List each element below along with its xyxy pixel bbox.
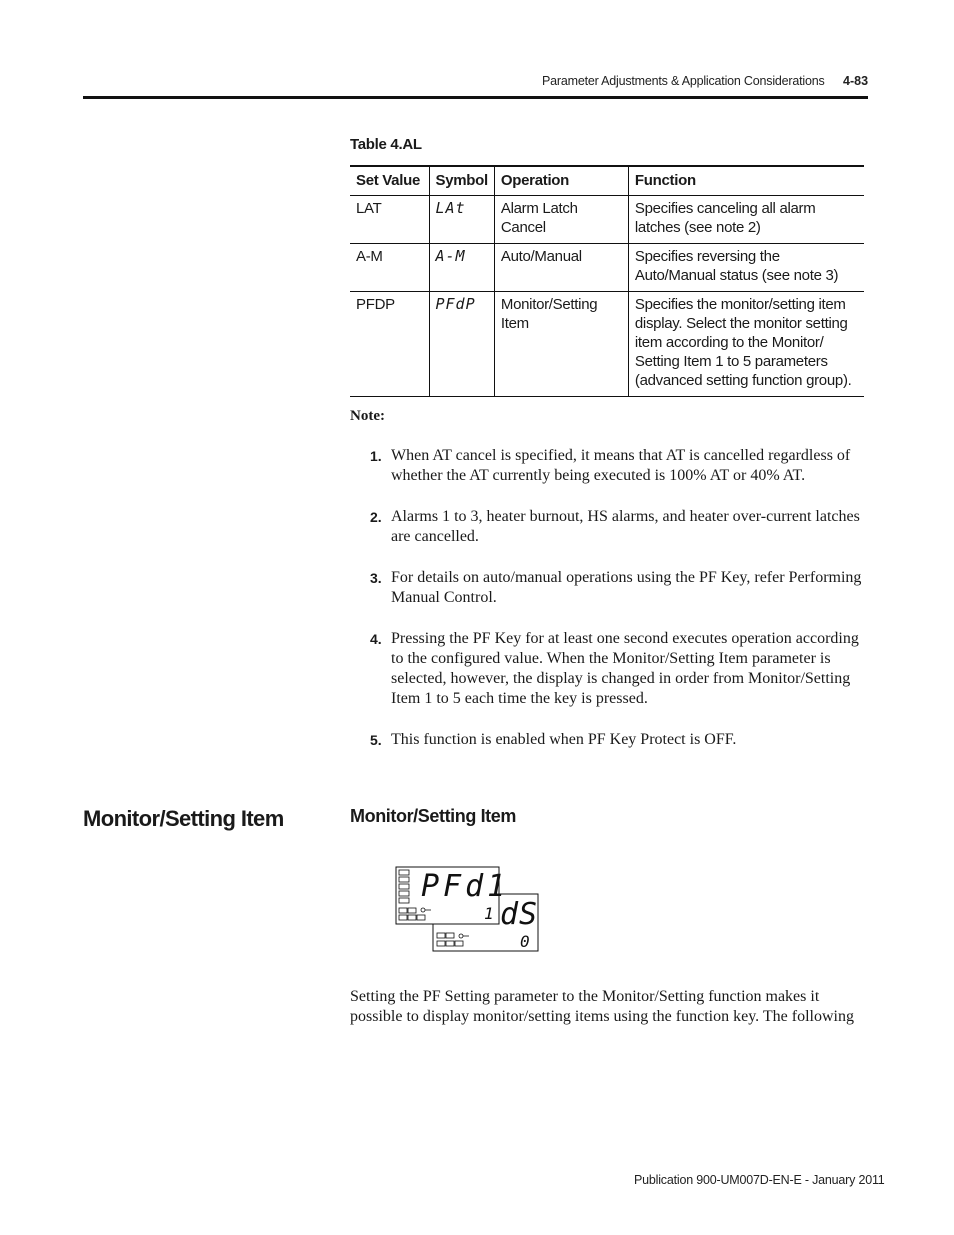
- table-header-row: [350, 166, 864, 196]
- note-item: [350, 730, 870, 750]
- table-row: [350, 196, 864, 244]
- note-number: 2.: [370, 509, 382, 525]
- note-title: Note:: [350, 408, 385, 424]
- function-cell: Specifies reversing the Auto/Manual status (see note 3): [628, 244, 864, 292]
- note-number: 3.: [370, 570, 382, 586]
- note-item: [350, 629, 870, 709]
- note-item: [350, 446, 870, 486]
- operation-cell: Auto/Manual: [494, 244, 628, 292]
- symbol-cell: PFdP: [429, 292, 494, 397]
- column-header: Set Value: [350, 166, 429, 196]
- sub-heading: Monitor/Setting Item: [350, 806, 516, 826]
- notes-list: [350, 446, 870, 771]
- secondary-display-digit: 0: [520, 932, 530, 951]
- note-text: When AT cancel is specified, it means that AT is cancelled regardless of whether the AT currently being executed is 100% AT or 40% AT.: [391, 447, 851, 484]
- note-number: 1.: [370, 448, 382, 464]
- parameter-table: [350, 165, 864, 397]
- publication-footer: Publication 900-UM007D-EN-E - January 2011: [634, 1173, 885, 1187]
- table-row: [350, 292, 864, 397]
- set-value-cell: A-M: [350, 244, 429, 292]
- secondary-display-text: dS: [500, 897, 539, 932]
- controller-display-figure: [395, 866, 541, 954]
- main-display-text: PFd1: [421, 869, 510, 904]
- symbol-cell: A-M: [429, 244, 494, 292]
- note-text: For details on auto/manual operations using the PF Key, refer Performing Manual Control.: [391, 569, 862, 606]
- header-rule: [83, 96, 868, 99]
- function-cell: Specifies the monitor/setting item display. Select the monitor setting item according to the Monitor/ Setting Item 1 to 5 parameters (advanced setting function group).: [628, 292, 864, 397]
- note-text: Alarms 1 to 3, heater burnout, HS alarms, and heater over-current latches are cancelled.: [391, 508, 860, 545]
- symbol-cell: LAt: [429, 196, 494, 244]
- note-number: 5.: [370, 732, 382, 748]
- operation-cell: Monitor/Setting Item: [494, 292, 628, 397]
- column-header: Function: [628, 166, 864, 196]
- table-caption: Table 4.AL: [350, 136, 422, 153]
- body-paragraph: Setting the PF Setting parameter to the Monitor/Setting function makes it possible to display monitor/setting items using the function key. The following: [350, 988, 854, 1025]
- column-header: Symbol: [429, 166, 494, 196]
- column-header: Operation: [494, 166, 628, 196]
- note-number: 4.: [370, 631, 382, 647]
- section-heading: Monitor/Setting Item: [83, 806, 284, 831]
- note-item: [350, 568, 870, 608]
- note-item: [350, 507, 870, 547]
- function-cell: Specifies canceling all alarm latches (see note 2): [628, 196, 864, 244]
- running-header: Parameter Adjustments & Application Considerations: [542, 74, 825, 88]
- main-display-digit: 1: [484, 904, 494, 923]
- note-text: This function is enabled when PF Key Protect is OFF.: [391, 731, 737, 748]
- page-number: 4-83: [843, 74, 869, 88]
- set-value-cell: PFDP: [350, 292, 429, 397]
- note-text: Pressing the PF Key for at least one second executes operation according to the configured value. When the Monitor/Setting Item parameter is selected, however, the display is changed in order from Monitor/Setting Item 1 to 5 each time the key is pressed.: [391, 630, 859, 707]
- operation-cell: Alarm Latch Cancel: [494, 196, 628, 244]
- table-row: [350, 244, 864, 292]
- set-value-cell: LAT: [350, 196, 429, 244]
